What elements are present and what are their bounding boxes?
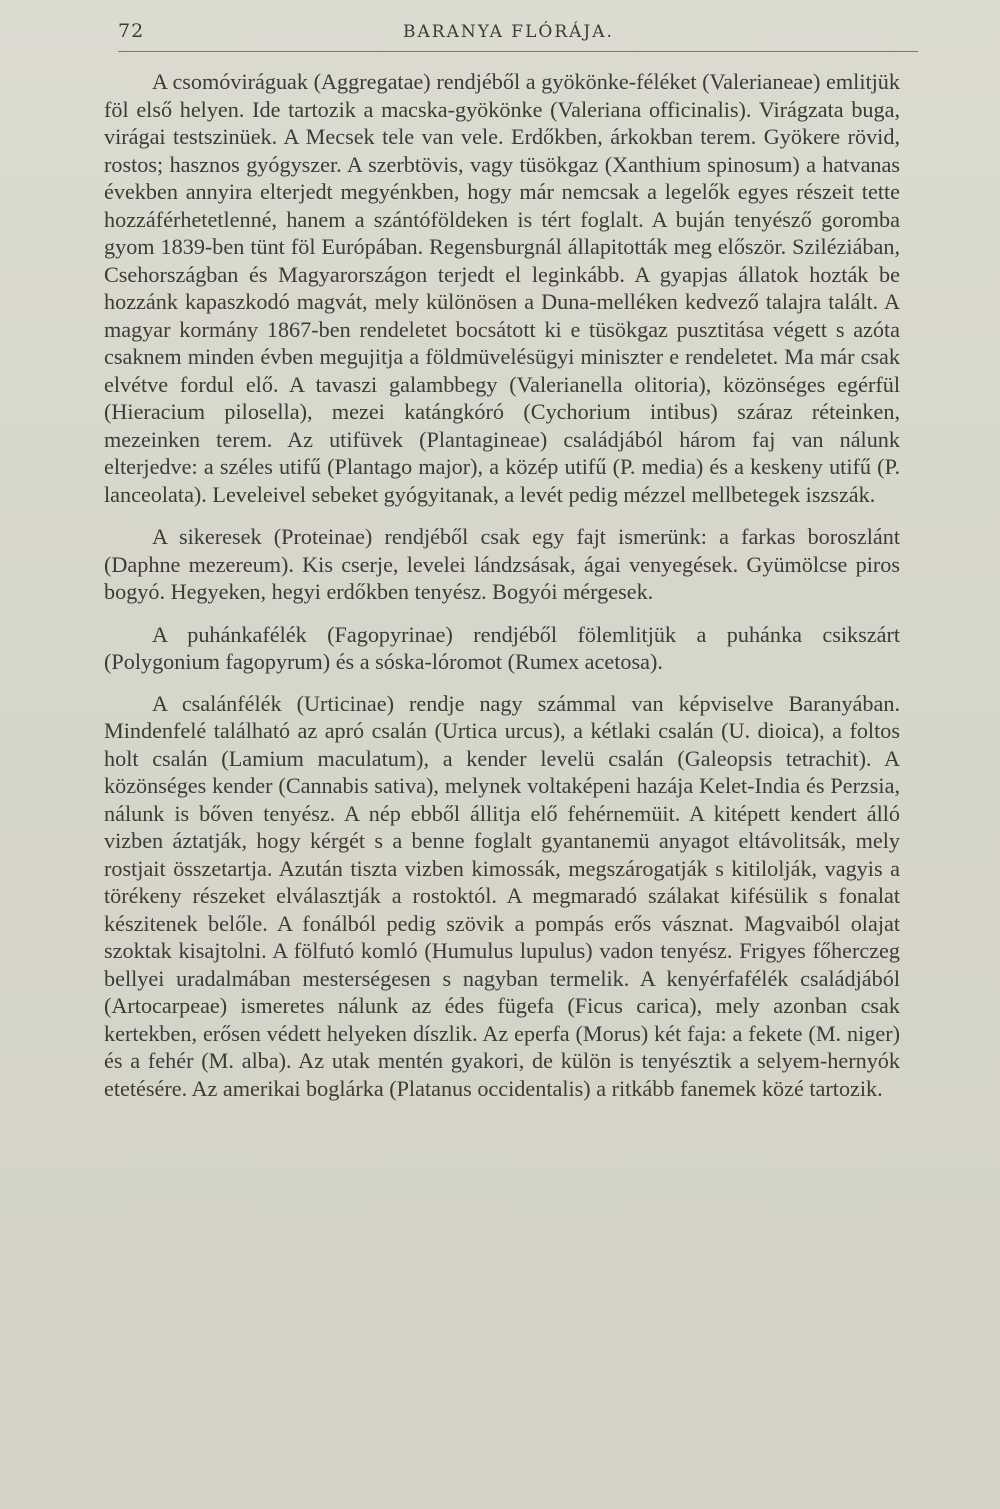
header-rule [118,51,918,52]
page-number: 72 [118,20,145,42]
page-header [118,20,918,52]
paragraph-aggregatae: A csomóviráguak (Aggregatae) rendjéből a gyökönke-féléket (Valerianeae) emlitjük föl első helyen. Ide tartozik a macska-gyökönke (Valeriana officinalis). Virágzata buga, virágai testszinüek. A Mecsek tele van vele. Erdőkben, árkokban terem. Gyökere rövid, rostos; hasznos gyógyszer. A szerbtövis, vagy tüsökgaz (Xanthium spinosum) a hatvanas években annyira elterjedt megyénkben, hogy már nemcsak a legelők egyes részeit tette hozzáférhetetlenné, hanem a szántóföldeken is tért foglalt. A buján tenyésző goromba gyom 1839-ben tünt föl Európában. Regensburgnál állapitották meg először. Sziléziában, Csehországban és Magyarországon terjedt el leginkább. A gyapjas állatok hozták be hozzánk kapaszkodó magvát, mely különösen a Duna-melléken kedvező talajra talált. A magyar kormány 1867-ben rendeletet bocsátott ki e tüsökgaz pusztitása végett s azóta csaknem minden évben megujitja a földmüvelésügyi miniszter e rendeletet. Ma már csak elvétve fordul elő. A tavaszi galambbegy (Valerianella olitoria), közönséges egérfül (Hieracium pilosella), mezei katángkóró (Cychorium intibus) száraz réteinken, mezeinken terem. Az utifüvek (Plantagineae) családjából három faj van nálunk elterjedve: a széles utifű (Plantago major), a közép utifű (P. media) és a keskeny utifű (P. lanceolata). Leveleivel sebeket gyógyitanak, a levét pedig mézzel mellbetegek iszszák. [104,69,900,507]
running-title: BARANYA FLÓRÁJA. [403,22,614,42]
body-text [104,68,900,1102]
paragraph-fagopyrinae: A puhánkafélék (Fagopyrinae) rendjéből fölemlitjük a puhánka csikszárt (Polygonium fagopyrum) és a sóska-lóromot (Rumex acetosa). [104,621,900,674]
paragraph-proteinae: A sikeresek (Proteinae) rendjéből csak egy fajt ismerünk: a farkas boroszlánt (Daphne mezereum). Kis cserje, levelei lándzsásak, ágai venyegések. Gyümölcse piros bogyó. Hegyeken, hegyi erdőkben tenyész. Bogyói mérgesek. [104,524,900,604]
paragraph-urticinae: A csalánfélék (Urticinae) rendje nagy számmal van képviselve Baranyában. Mindenfelé található az apró csalán (Urtica urcus), a kétlaki csalán (U. dioica), a foltos holt csalán (Lamium maculatum), a kender levelü csalán (Galeopsis tetrachit). A közönséges kender (Cannabis sativa), melynek voltaképeni hazája Kelet-India és Perzsia, nálunk is bőven tenyész. A nép ebből állitja elő fehérnemüit. A kitépett kendert álló vizben áztatják, hogy kérgét s a benne foglalt gyantanemü anyagot eltávolitsák, mely rostjait összetartja. Azután tiszta vizben kimossák, megszárogatják s kitilolják, vagyis a törékeny részeket elválasztják a rostoktól. A megmaradó szálakat kifésülik s fonalat készitenek belőle. A fonálból pedig szövik a pompás erős vásznat. Magvaiból olajat szoktak kisajtolni. A fölfutó komló (Humulus lupulus) vadon tenyész. Frigyes főherczeg bellyei uradalmában mesterségesen s nagyban termelik. A kenyérfafélék családjából (Artocarpeae) ismeretes nálunk az édes fügefa (Ficus carica), mely azonban csak kertekben, erősen védett helyeken díszlik. Az eperfa (Morus) két faja: a fekete (M. niger) és a fehér (M. alba). Az utak mentén gyakori, de külön is tenyésztik a selyem-hernyók etetésére. Az amerikai boglárka (Platanus occidentalis) a ritkább fanemek közé tartozik. [104,690,900,1101]
